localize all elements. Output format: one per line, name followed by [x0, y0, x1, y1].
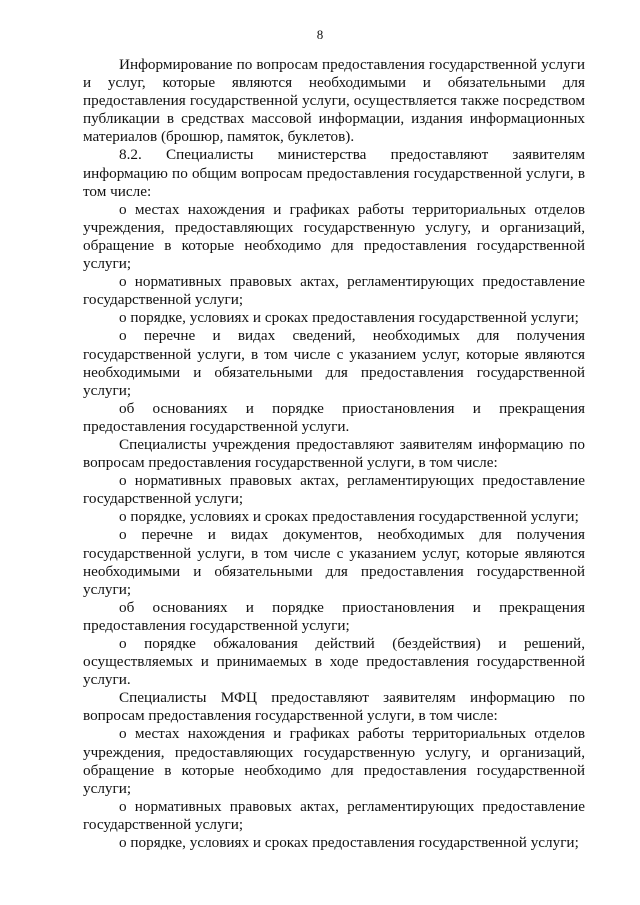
page-number: 8: [316, 27, 324, 42]
paragraph: 8.2. Специалисты министерства предоставляют заявителям информацию по общим вопросам предоставления государственной услуги, в том числе:: [83, 146, 585, 200]
paragraph: об основаниях и порядке приостановления и прекращения предоставления государственной услуги;: [83, 598, 585, 634]
paragraph: о местах нахождения и графиках работы территориальных отделов учреждения, предоставляющих государственную услугу, и организаций, обращение в которые необходимо для предоставления государственной услуги;: [83, 725, 585, 797]
paragraph: о местах нахождения и графиках работы территориальных отделов учреждения, предоставляющих государственную услугу, и организаций, обращение в которые необходимо для предоставления государственной услуги;: [83, 200, 585, 273]
paragraph: о нормативных правовых актах, регламентирующих предоставление государственной услуги;: [83, 472, 585, 508]
paragraph: Информирование по вопросам предоставления государственной услуги и услуг, которые являются необходимыми и обязательными для предоставления государственной услуги, осуществляется также посредством публикации в средствах массовой информации, издания информационных материалов (брошюр, памяток, буклетов).: [83, 56, 585, 146]
paragraph: о порядке обжалования действий (бездействия) и решений, осуществляемых и принимаемых в ходе предоставления государственной услуги.: [83, 635, 585, 689]
paragraph: об основаниях и порядке приостановления и прекращения предоставления государственной услуги.: [83, 399, 585, 435]
paragraph: о нормативных правовых актах, регламентирующих предоставление государственной услуги;: [83, 273, 585, 309]
paragraph: о перечне и видах сведений, необходимых для получения государственной услуги, в том числе с указанием услуг, которые являются необходимыми и обязательными для предоставления государственной услуги;: [83, 327, 585, 399]
paragraph: о нормативных правовых актах, регламентирующих предоставление государственной услуги;: [83, 797, 585, 833]
paragraph: о порядке, условиях и сроках предоставления государственной услуги;: [119, 834, 579, 852]
paragraph: о порядке, условиях и сроках предоставления государственной услуги;: [119, 508, 579, 526]
document-body: [83, 56, 585, 852]
paragraph: Специалисты МФЦ предоставляют заявителям информацию по вопросам предоставления государственной услуги, в том числе:: [83, 689, 585, 725]
paragraph: Специалисты учреждения предоставляют заявителям информацию по вопросам предоставления государственной услуги, в том числе:: [83, 435, 585, 472]
paragraph: о порядке, условиях и сроках предоставления государственной услуги;: [119, 309, 579, 327]
paragraph: о перечне и видах документов, необходимых для получения государственной услуги, в том числе с указанием услуг, которые являются необходимыми и обязательными для предоставления государственной услуги;: [83, 526, 585, 598]
